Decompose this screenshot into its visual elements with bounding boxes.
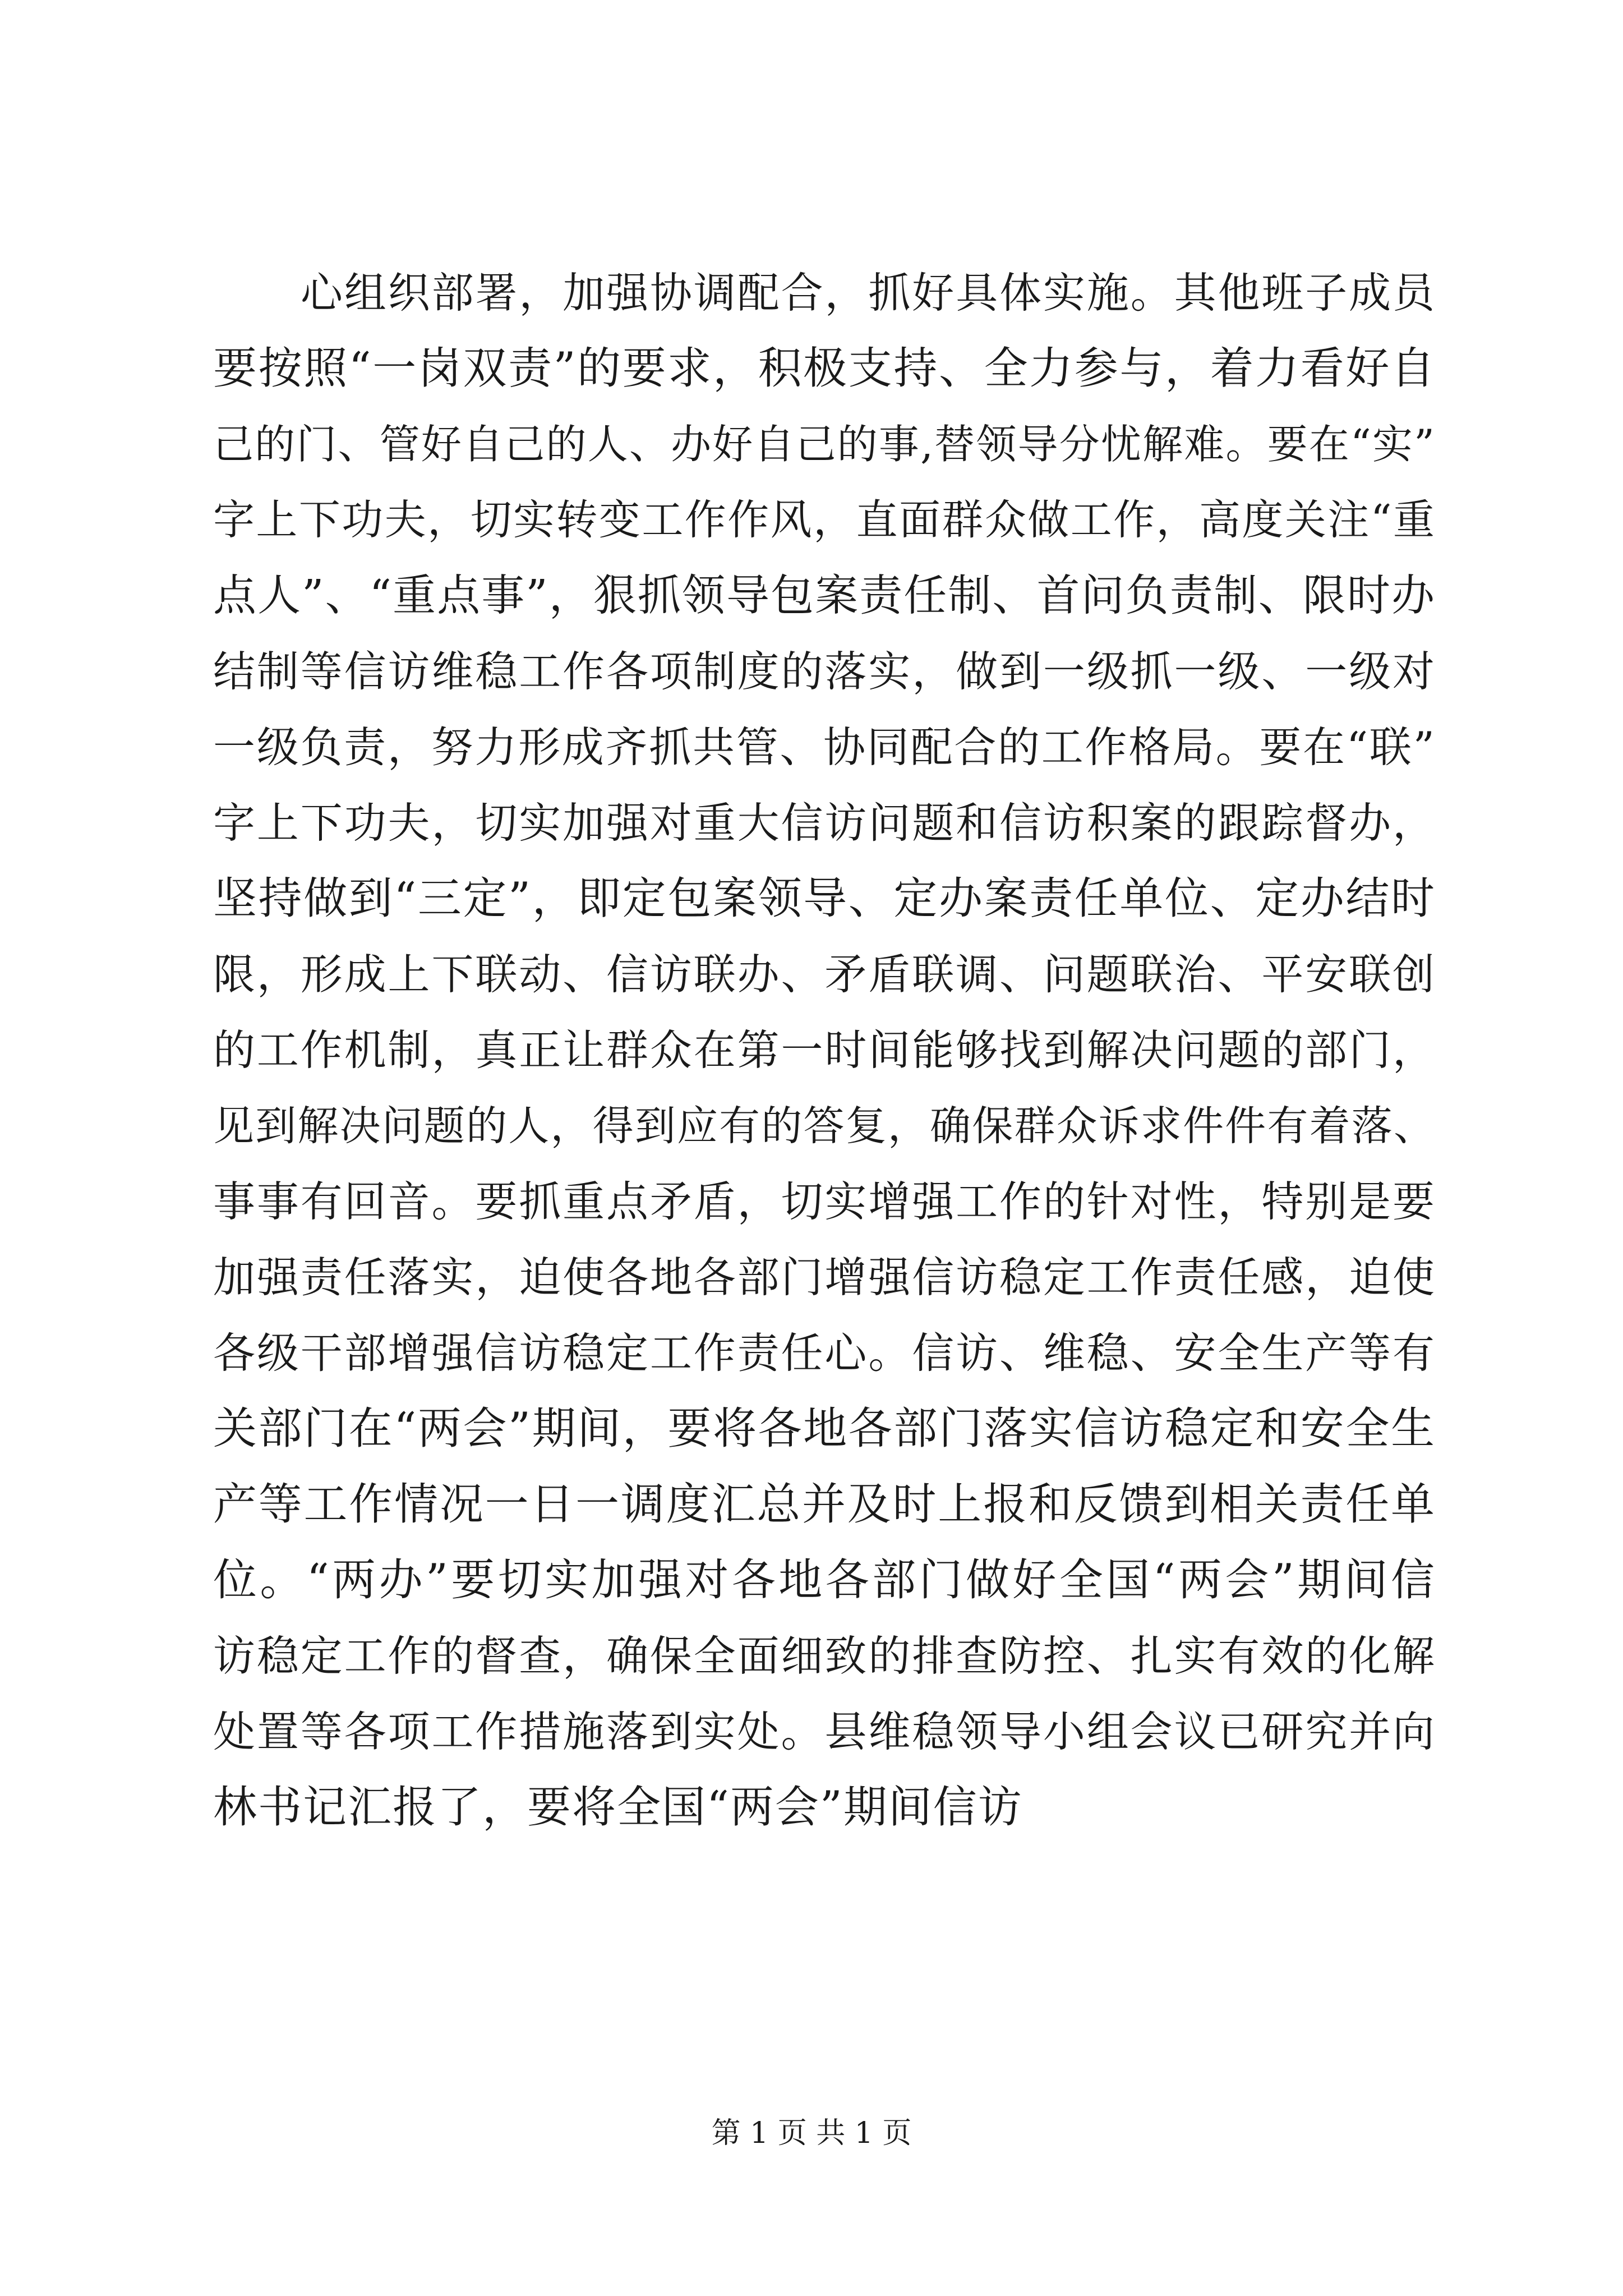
text-line: 处置等各项工作措施落到实处。县维稳领导小组会议已研究并向 — [213, 1707, 1436, 1756]
text-line: 心组织部署，加强协调配合，抓好具体实施。其他班子成员 — [301, 268, 1436, 318]
body-text — [213, 255, 1436, 1846]
text-line: 产等工作情况一日一调度汇总并及时上报和反馈到相关责任单 — [213, 1479, 1436, 1530]
text-line: 限，形成上下联动、信访联办、矛盾联调、问题联治、平安联创 — [213, 950, 1436, 999]
text-line: 的工作机制，真正让群众在第一时间能够找到解决问题的部门， — [213, 1025, 1436, 1075]
text-line: 要按照“一岗双责”的要求，积极支持、全力参与，着力看好自 — [213, 343, 1436, 394]
text-line: 林书记汇报了，要将全国“两会”期间信访 — [213, 1782, 1023, 1833]
page-number-footer: 第 1 页 共 1 页 — [711, 2116, 912, 2150]
text-line: 关部门在“两会”期间，要将各地各部门落实信访稳定和安全生 — [213, 1404, 1436, 1454]
text-line: 访稳定工作的督查，确保全面细致的排查防控、扎实有效的化解 — [213, 1631, 1436, 1681]
text-line: 字上下功夫，切实转变工作作风，直面群众做工作，高度关注“重 — [213, 496, 1436, 544]
text-line: 字上下功夫，切实加强对重大信访问题和信访积案的跟踪督办， — [213, 798, 1436, 848]
text-line: 己的门、管好自己的人、办好自己的事,替领导分忧解难。要在“实” — [213, 421, 1436, 468]
text-line: 事事有回音。要抓重点矛盾，切实增强工作的针对性，特别是要 — [213, 1177, 1436, 1226]
text-line: 结制等信访维稳工作各项制度的落实，做到一级抓一级、一级对 — [213, 647, 1436, 696]
text-line: 一级负责，努力形成齐抓共管、协同配合的工作格局。要在“联” — [213, 723, 1436, 772]
text-line: 见到解决问题的人，得到应有的答复，确保群众诉求件件有着落、 — [213, 1102, 1436, 1150]
text-line: 坚持做到“三定”，即定包案领导、定办案责任单位、定办结时 — [213, 873, 1436, 924]
text-line: 各级干部增强信访稳定工作责任心。信访、维稳、安全生产等有 — [213, 1328, 1436, 1378]
text-line: 点人”、“重点事”，狠抓领导包案责任制、首问负责制、限时办 — [213, 571, 1436, 621]
text-line: 位。“两办”要切实加强对各地各部门做好全国“两会”期间信 — [213, 1555, 1436, 1605]
text-line: 加强责任落实，迫使各地各部门增强信访稳定工作责任感，迫使 — [213, 1253, 1436, 1302]
